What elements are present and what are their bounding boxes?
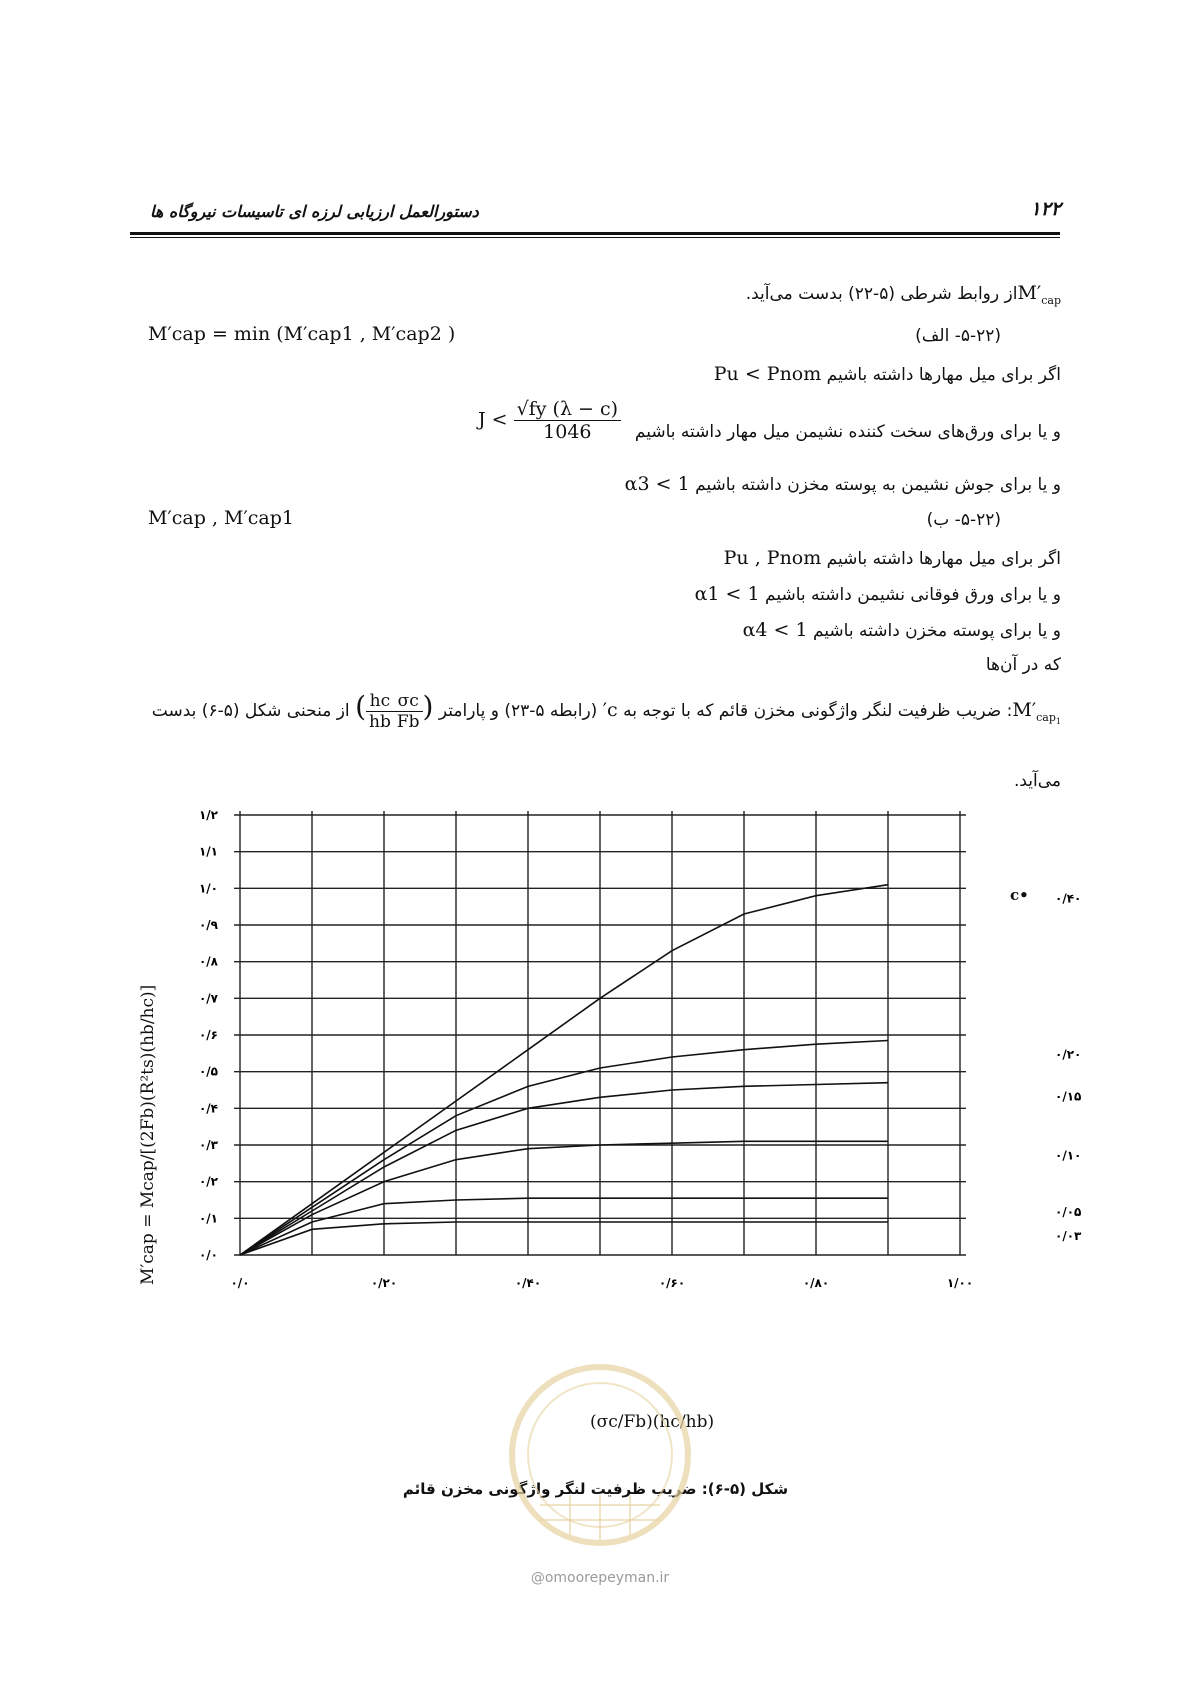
series-label: ۰/۰۳ [1055,1229,1082,1243]
x-tick-label: ۰/۰ [230,1276,250,1290]
y-tick-label: ۰/۶ [198,1028,218,1042]
definition-line: $M'_{cap_1}$: ضریب ظرفیت لنگر واژگونی مخزن قائم که با توجه به c′ (رابطه ۵-۲۳) و پارامتر ( $\frac{\sigma c}{Fb}$ $\frac{hc}{hb}$ ) از منحنی شکل (۵-۶) بدست [151,690,1061,732]
series-label: ۰/۱۰ [1055,1148,1082,1163]
paragraph-line-1 [746,282,1061,307]
y-tick-label: ۱/۰ [198,881,218,896]
x-tick-label: ۰/۸۰ [802,1276,830,1290]
series-line [240,1222,888,1255]
y-tick-label: ۰/۹ [198,918,218,932]
x-tick-label: ۱/۰۰ [946,1276,974,1290]
seal-watermark-icon [500,1345,700,1565]
y-axis-label: M′cap = Mcap/[(2Fb)(R²ts)(hb/hc)] [138,984,158,1285]
series-label: ۰/۴۰ [1055,891,1082,906]
definition-line-2: می‌آید. [1013,771,1061,791]
y-tick-label: ۱/۲ [198,808,218,822]
condition-pu-pnom-b: Pu , Pnom [723,547,822,569]
series-line [240,885,888,1255]
y-tick-label: ۰/۰ [198,1248,218,1262]
condition-alpha1: α1 < 1 [694,583,760,605]
site-watermark: @omoorepeyman.ir [530,1570,670,1586]
paragraph-line-9: و یا برای پوسته مخزن داشته باشیم α4 < 1 [742,619,1061,641]
line-1-text: از روابط شرطی (۵-۲۲) بدست می‌آید. [745,284,1018,304]
chart-grid [234,811,966,1255]
y-tick-label: ۰/۲ [198,1174,218,1189]
y-tick-label: ۰/۱ [198,1211,218,1226]
y-tick-label: ۰/۴ [198,1101,218,1116]
equation-b-formula: M′cap , M′cap1 [148,507,295,529]
condition-pu-pnom: Pu < Pnom [713,363,822,385]
capacity-chart [140,808,1082,1415]
x-tick-label: ۰/۴۰ [514,1276,542,1290]
x-tick-label: ۰/۶۰ [658,1276,686,1290]
series-line [240,1041,888,1256]
chart-curves [240,885,1082,1255]
paragraph-line-10: که در آن‌ها [985,655,1061,675]
series-line [240,1198,888,1255]
paragraph-line-8: و یا برای ورق فوقانی نشیمن داشته باشیم α1 < 1 [694,583,1061,605]
series-label: ۰/۰۵ [1055,1205,1082,1220]
running-title: دستورالعمل ارزیابی لرزه ای تاسیسات نیروگاه ها [150,202,479,221]
m-cap-symbol: $M'_{cap}$ [1017,282,1061,307]
page-number: ۱۲۲ [1030,198,1061,220]
header-rule [130,232,1060,235]
paragraph-line-4: و یا برای ورق‌های سخت کننده نشیمن میل مهار داشته باشیم [634,422,1061,442]
equation-a-label: (۵-۲۲- الف) [915,326,1001,346]
equation-b-label: (۵-۲۲- ب) [926,510,1001,530]
y-tick-label: ۱/۱ [198,844,218,859]
condition-j-fraction: J < $\frac{√fy (\lambda - c)}{1046}$ [478,398,621,443]
paragraph-line-7: اگر برای میل مهارها داشته باشیم Pu , Pnom [723,547,1061,569]
y-tick-label: ۰/۳ [198,1138,218,1152]
condition-alpha3: α3 < 1 [624,473,690,495]
x-axis-label: (σc/Fb)(hc/hb) [590,1412,715,1432]
legend-title: c• [1010,886,1029,904]
paragraph-line-5: و یا برای جوش نشیمن به پوسته مخزن داشته باشیم α3 < 1 [624,473,1061,495]
y-tick-label: ۰/۸ [198,954,218,969]
condition-alpha4: α4 < 1 [742,619,808,641]
equation-a-formula: M′cap = min (M′cap1 , M′cap2 ) [148,323,456,345]
y-tick-label: ۰/۷ [198,991,218,1006]
series-label: ۰/۱۵ [1055,1089,1082,1104]
series-label: ۰/۲۰ [1055,1047,1082,1062]
figure-caption: شکل (۵-۶): ضریب ظرفیت لنگر واژگونی مخزن قائم [402,1480,789,1498]
y-tick-label: ۰/۵ [198,1064,218,1079]
paragraph-line-3: اگر برای میل مهارها داشته باشیم Pu < Pnom [713,363,1061,385]
header-rule-thin [130,237,1060,238]
x-tick-label: ۰/۲۰ [370,1276,398,1290]
